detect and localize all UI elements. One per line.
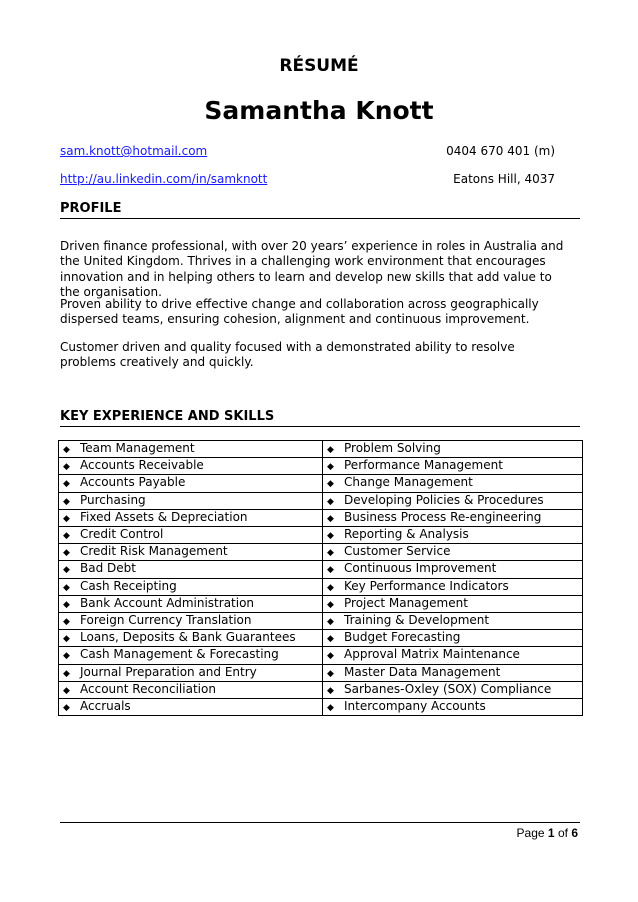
- phone-number: 0404 670 401 (m): [446, 144, 555, 158]
- skill-cell: [323, 578, 583, 595]
- skill-cell: [323, 544, 583, 561]
- skill-label: Fixed Assets & Depreciation: [80, 509, 248, 524]
- diamond-bullet-icon: ◆: [327, 617, 334, 628]
- skill-label: Sarbanes-Oxley (SOX) Compliance: [344, 681, 552, 696]
- diamond-bullet-icon: ◆: [327, 531, 334, 542]
- skill-cell: [59, 681, 323, 698]
- skill-cell: [323, 647, 583, 664]
- skill-cell: [59, 561, 323, 578]
- skills-section-title: KEY EXPERIENCE AND SKILLS: [60, 409, 580, 427]
- skill-cell: [323, 441, 583, 458]
- diamond-bullet-icon: ◆: [63, 617, 70, 628]
- skill-cell: [59, 475, 323, 492]
- skill-cell: [59, 613, 323, 630]
- profile-paragraph: Driven finance professional, with over 20 years’ experience in roles in Australia and the United Kingdom. Thrives in a challenging work environment that encourages innovation and in helping others to learn and develop new skills that add value to the organisation.: [60, 239, 564, 300]
- skills-table: [58, 440, 583, 716]
- skill-label: Loans, Deposits & Bank Guarantees: [80, 630, 296, 645]
- skill-cell: [323, 595, 583, 612]
- skill-label: Credit Control: [80, 527, 164, 542]
- table-row: [59, 647, 583, 664]
- skill-cell: [323, 509, 583, 526]
- diamond-bullet-icon: ◆: [63, 548, 70, 559]
- diamond-bullet-icon: ◆: [327, 462, 334, 473]
- profile-section-title: PROFILE: [60, 201, 580, 219]
- diamond-bullet-icon: ◆: [327, 496, 334, 507]
- diamond-bullet-icon: ◆: [63, 496, 70, 507]
- skill-label: Key Performance Indicators: [344, 578, 509, 593]
- page-total: 6: [571, 826, 578, 840]
- profile-paragraph: Proven ability to drive effective change and collaboration across geographically dispersed teams, ensuring cohesion, alignment and continuous improvement.: [60, 297, 539, 327]
- diamond-bullet-icon: ◆: [63, 513, 70, 524]
- skill-cell: [59, 544, 323, 561]
- profile-paragraph: Customer driven and quality focused with a demonstrated ability to resolve problems creatively and quickly.: [60, 340, 515, 370]
- table-row: [59, 527, 583, 544]
- skill-label: Business Process Re-engineering: [344, 509, 542, 524]
- skill-label: Account Reconciliation: [80, 681, 216, 696]
- skill-label: Reporting & Analysis: [344, 527, 469, 542]
- diamond-bullet-icon: ◆: [63, 634, 70, 645]
- skill-label: Team Management: [80, 441, 195, 455]
- skill-label: Accounts Receivable: [80, 458, 204, 473]
- skill-label: Intercompany Accounts: [344, 699, 486, 714]
- candidate-name: Samantha Knott: [204, 96, 434, 125]
- skill-label: Accruals: [80, 699, 131, 714]
- diamond-bullet-icon: ◆: [327, 513, 334, 524]
- skill-cell: [323, 561, 583, 578]
- diamond-bullet-icon: ◆: [63, 445, 70, 455]
- table-row: [59, 544, 583, 561]
- skill-cell: [59, 664, 323, 681]
- diamond-bullet-icon: ◆: [63, 599, 70, 610]
- skill-label: Foreign Currency Translation: [80, 613, 252, 628]
- diamond-bullet-icon: ◆: [327, 599, 334, 610]
- skill-cell: [323, 613, 583, 630]
- diamond-bullet-icon: ◆: [63, 703, 70, 714]
- page-label: Page: [516, 826, 545, 840]
- diamond-bullet-icon: ◆: [327, 651, 334, 662]
- skill-cell: [59, 647, 323, 664]
- address: Eatons Hill, 4037: [453, 172, 555, 186]
- skill-label: Approval Matrix Maintenance: [344, 647, 520, 662]
- skill-label: Master Data Management: [344, 664, 501, 679]
- skill-cell: [59, 578, 323, 595]
- skills-table-body: [59, 441, 583, 716]
- skill-cell: [323, 458, 583, 475]
- skill-label: Credit Risk Management: [80, 544, 228, 559]
- skill-label: Purchasing: [80, 492, 146, 507]
- skill-label: Change Management: [344, 475, 473, 490]
- diamond-bullet-icon: ◆: [327, 548, 334, 559]
- table-row: [59, 578, 583, 595]
- diamond-bullet-icon: ◆: [63, 531, 70, 542]
- table-row: [59, 595, 583, 612]
- skill-label: Performance Management: [344, 458, 503, 473]
- page-current: 1: [547, 826, 555, 840]
- diamond-bullet-icon: ◆: [327, 668, 334, 679]
- skill-cell: [323, 475, 583, 492]
- diamond-bullet-icon: ◆: [63, 668, 70, 679]
- table-row: [59, 630, 583, 647]
- skill-cell: [59, 441, 323, 458]
- page-of: of: [557, 826, 568, 840]
- skill-label: Journal Preparation and Entry: [80, 664, 257, 679]
- skill-cell: [59, 630, 323, 647]
- table-row: [59, 475, 583, 492]
- diamond-bullet-icon: ◆: [327, 703, 334, 714]
- skill-label: Developing Policies & Procedures: [344, 492, 544, 507]
- linkedin-link[interactable]: http://au.linkedin.com/in/samknott: [60, 172, 268, 186]
- table-row: [59, 509, 583, 526]
- diamond-bullet-icon: ◆: [63, 462, 70, 473]
- skill-label: Project Management: [344, 595, 468, 610]
- skill-cell: [59, 492, 323, 509]
- diamond-bullet-icon: ◆: [63, 479, 70, 490]
- skill-label: Training & Development: [344, 613, 490, 628]
- skill-label: Continuous Improvement: [344, 561, 497, 576]
- skill-cell: [323, 699, 583, 716]
- skill-cell: [59, 595, 323, 612]
- page-number: [517, 826, 578, 840]
- table-row: [59, 492, 583, 509]
- skill-label: Bank Account Administration: [80, 595, 255, 610]
- skill-label: Problem Solving: [344, 441, 441, 455]
- table-row: [59, 681, 583, 698]
- skill-cell: [323, 664, 583, 681]
- diamond-bullet-icon: ◆: [327, 565, 334, 576]
- diamond-bullet-icon: ◆: [327, 685, 334, 696]
- table-row: [59, 613, 583, 630]
- skill-label: Customer Service: [344, 544, 451, 559]
- skill-label: Bad Debt: [80, 561, 136, 576]
- diamond-bullet-icon: ◆: [327, 445, 334, 455]
- skill-label: Accounts Payable: [80, 475, 186, 490]
- skill-cell: [323, 492, 583, 509]
- diamond-bullet-icon: ◆: [327, 479, 334, 490]
- table-row: [59, 458, 583, 475]
- email-link[interactable]: sam.knott@hotmail.com: [60, 144, 208, 158]
- skill-cell: [323, 527, 583, 544]
- resume-heading: RÉSUMÉ: [279, 56, 359, 76]
- footer-divider: [60, 822, 580, 823]
- diamond-bullet-icon: ◆: [63, 582, 70, 593]
- skill-cell: [59, 509, 323, 526]
- skill-cell: [59, 699, 323, 716]
- table-row: [59, 699, 583, 716]
- table-row: [59, 441, 583, 458]
- skill-cell: [59, 527, 323, 544]
- diamond-bullet-icon: ◆: [327, 582, 334, 593]
- table-row: [59, 561, 583, 578]
- skill-label: Cash Receipting: [80, 578, 177, 593]
- diamond-bullet-icon: ◆: [63, 565, 70, 576]
- skill-cell: [323, 681, 583, 698]
- skill-cell: [59, 458, 323, 475]
- skill-label: Cash Management & Forecasting: [80, 647, 279, 662]
- skill-cell: [323, 630, 583, 647]
- diamond-bullet-icon: ◆: [327, 634, 334, 645]
- skill-label: Budget Forecasting: [344, 630, 461, 645]
- diamond-bullet-icon: ◆: [63, 685, 70, 696]
- diamond-bullet-icon: ◆: [63, 651, 70, 662]
- table-row: [59, 664, 583, 681]
